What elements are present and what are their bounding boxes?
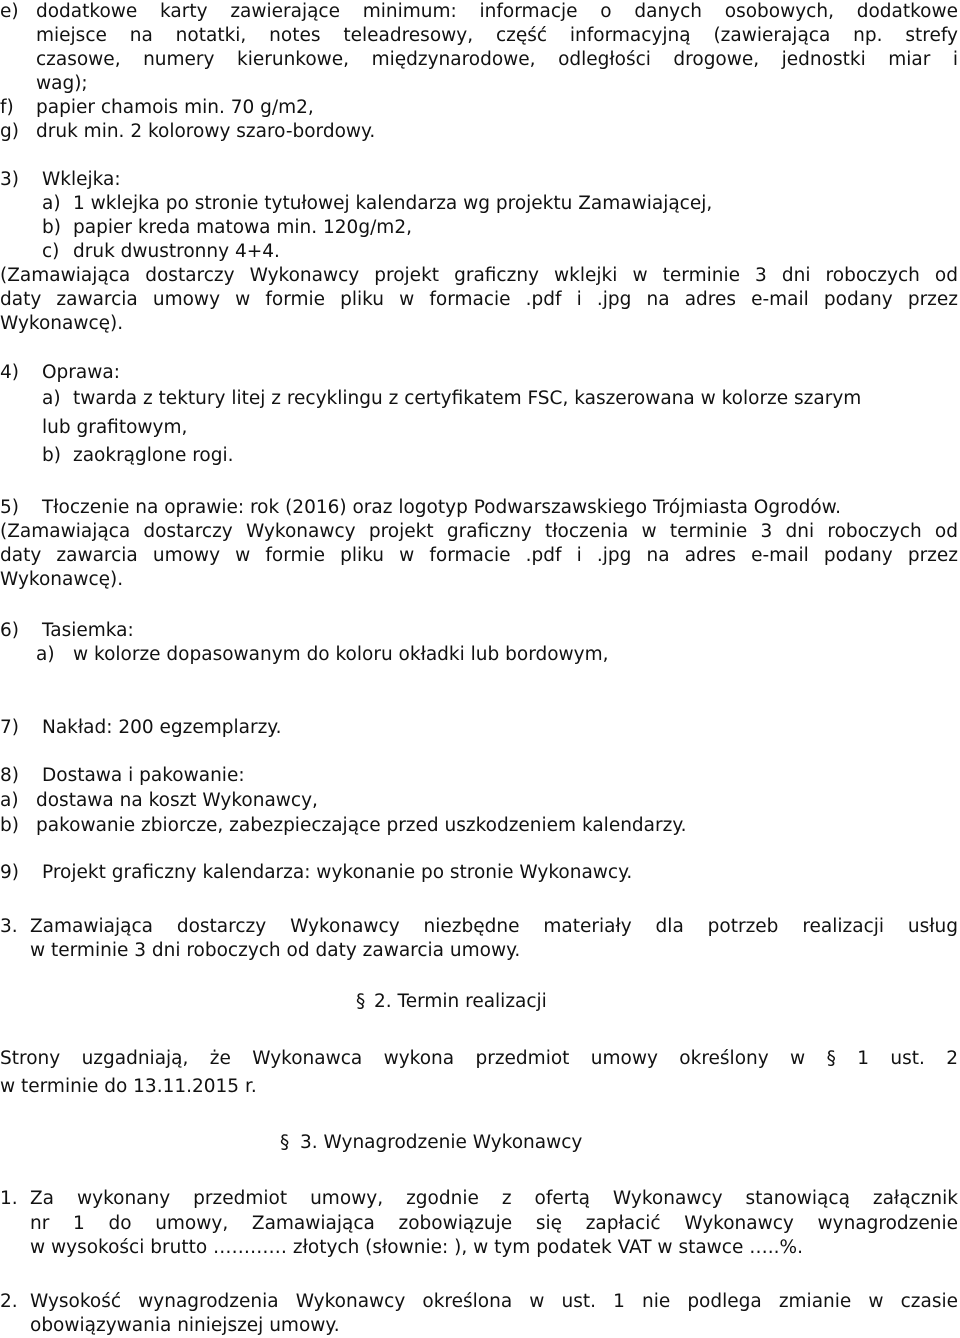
list-marker: b) — [42, 445, 61, 466]
list-item-text: zaokrąglone rogi. — [73, 445, 234, 466]
list-marker: b) — [0, 815, 19, 836]
paragraph-line: Zamawiająca dostarczy Wykonawcy niezbędne materiały dla potrzeb realizacji usług — [30, 916, 958, 937]
list-item-text: twarda z tektury litej z recyklingu z certyfikatem FSC, kaszerowana w kolorze szarym — [73, 388, 862, 409]
section-marker: 5) — [0, 497, 19, 518]
list-marker: b) — [42, 217, 61, 238]
section-text: Nakład: 200 egzemplarzy. — [42, 717, 282, 738]
list-item-text: dostawa na koszt Wykonawcy, — [36, 790, 318, 811]
list-marker: g) — [0, 121, 19, 142]
section-symbol: § — [356, 991, 366, 1012]
item-e-line: wag); — [36, 73, 88, 94]
list-marker: a) — [36, 644, 55, 665]
heading-wynagrodzenie: 3. Wynagrodzenie Wykonawcy — [300, 1132, 583, 1153]
section-marker: 8) — [0, 765, 19, 786]
paragraph-line: w wysokości brutto ………… złotych (słownie: ), w tym podatek VAT w stawce …..%. — [30, 1237, 803, 1258]
paragraph-line: obowiązywania niniejszej umowy. — [30, 1315, 340, 1336]
section-marker: 4) — [0, 362, 19, 383]
heading-termin: 2. Termin realizacji — [374, 991, 547, 1012]
note-line: (Zamawiająca dostarczy Wykonawcy projekt graficzny wklejki w terminie 3 dni roboczych od — [0, 265, 958, 286]
note-line: daty zawarcia umowy w formie pliku w formacie .pdf i .jpg na adres e-mail podany przez — [0, 545, 958, 566]
item-e-line: dodatkowe karty zawierające minimum: informacje o danych osobowych, dodatkowe — [36, 1, 958, 22]
paragraph-line: Strony uzgadniają, że Wykonawca wykona przedmiot umowy określony w § 1 ust. 2 — [0, 1048, 958, 1069]
note-line: (Zamawiająca dostarczy Wykonawcy projekt graficzny tłoczenia w terminie 3 dni roboczych od — [0, 521, 958, 542]
list-item-text: pakowanie zbiorcze, zabezpieczające przed uszkodzeniem kalendarzy. — [36, 815, 687, 836]
section-title: Tasiemka: — [42, 620, 134, 641]
note-line: Wykonawcę). — [0, 569, 124, 590]
list-marker: e) — [0, 1, 19, 22]
section-title: Wklejka: — [42, 169, 121, 190]
list-marker: f) — [0, 97, 14, 118]
section-marker: 9) — [0, 862, 19, 883]
list-item-text: lub grafitowym, — [42, 417, 188, 438]
list-item-text: 1 wklejka po stronie tytułowej kalendarza wg projektu Zamawiającej, — [73, 193, 713, 214]
point-marker: 3. — [0, 916, 18, 937]
item-e-line: miejsce na notatki, notes teleadresowy, część informacyjną (zawierająca np. strefy — [36, 25, 958, 46]
list-item-text: druk dwustronny 4+4. — [73, 241, 280, 262]
point-marker: 2. — [0, 1291, 18, 1312]
section-marker: 3) — [0, 169, 19, 190]
note-line: Wykonawcę). — [0, 313, 124, 334]
list-item-text: w kolorze dopasowanym do koloru okładki lub bordowym, — [73, 644, 609, 665]
paragraph-line: Wysokość wynagrodzenia Wykonawcy określona w ust. 1 nie podlega zmianie w czasie — [30, 1291, 958, 1312]
section-text: Tłoczenie na oprawie: rok (2016) oraz logotyp Podwarszawskiego Trójmiasta Ogrodów. — [42, 497, 841, 518]
list-marker: a) — [42, 193, 61, 214]
section-title: Oprawa: — [42, 362, 120, 383]
section-text: Projekt graficzny kalendarza: wykonanie po stronie Wykonawcy. — [42, 862, 633, 883]
paragraph-line: nr 1 do umowy, Zamawiająca zobowiązuje się zapłacić Wykonawcy wynagrodzenie — [30, 1213, 958, 1234]
section-marker: 7) — [0, 717, 19, 738]
paragraph-line: w terminie 3 dni roboczych od daty zawarcia umowy. — [30, 940, 521, 961]
list-item-text: papier kreda matowa min. 120g/m2, — [73, 217, 412, 238]
paragraph-line: w terminie do 13.11.2015 r. — [0, 1076, 257, 1097]
section-symbol: § — [280, 1132, 290, 1153]
list-marker: a) — [42, 388, 61, 409]
item-e-line: czasowe, numery kierunkowe, międzynarodowe, odległości drogowe, jednostki miar i — [36, 49, 958, 70]
section-marker: 6) — [0, 620, 19, 641]
paragraph-line: Za wykonany przedmiot umowy, zgodnie z ofertą Wykonawcy stanowiącą załącznik — [30, 1188, 958, 1209]
item-f-text: papier chamois min. 70 g/m2, — [36, 97, 314, 118]
note-line: daty zawarcia umowy w formie pliku w formacie .pdf i .jpg na adres e-mail podany przez — [0, 289, 958, 310]
item-g-text: druk min. 2 kolorowy szaro-bordowy. — [36, 121, 376, 142]
point-marker: 1. — [0, 1188, 18, 1209]
list-marker: c) — [42, 241, 60, 262]
section-title: Dostawa i pakowanie: — [42, 765, 245, 786]
list-marker: a) — [0, 790, 19, 811]
